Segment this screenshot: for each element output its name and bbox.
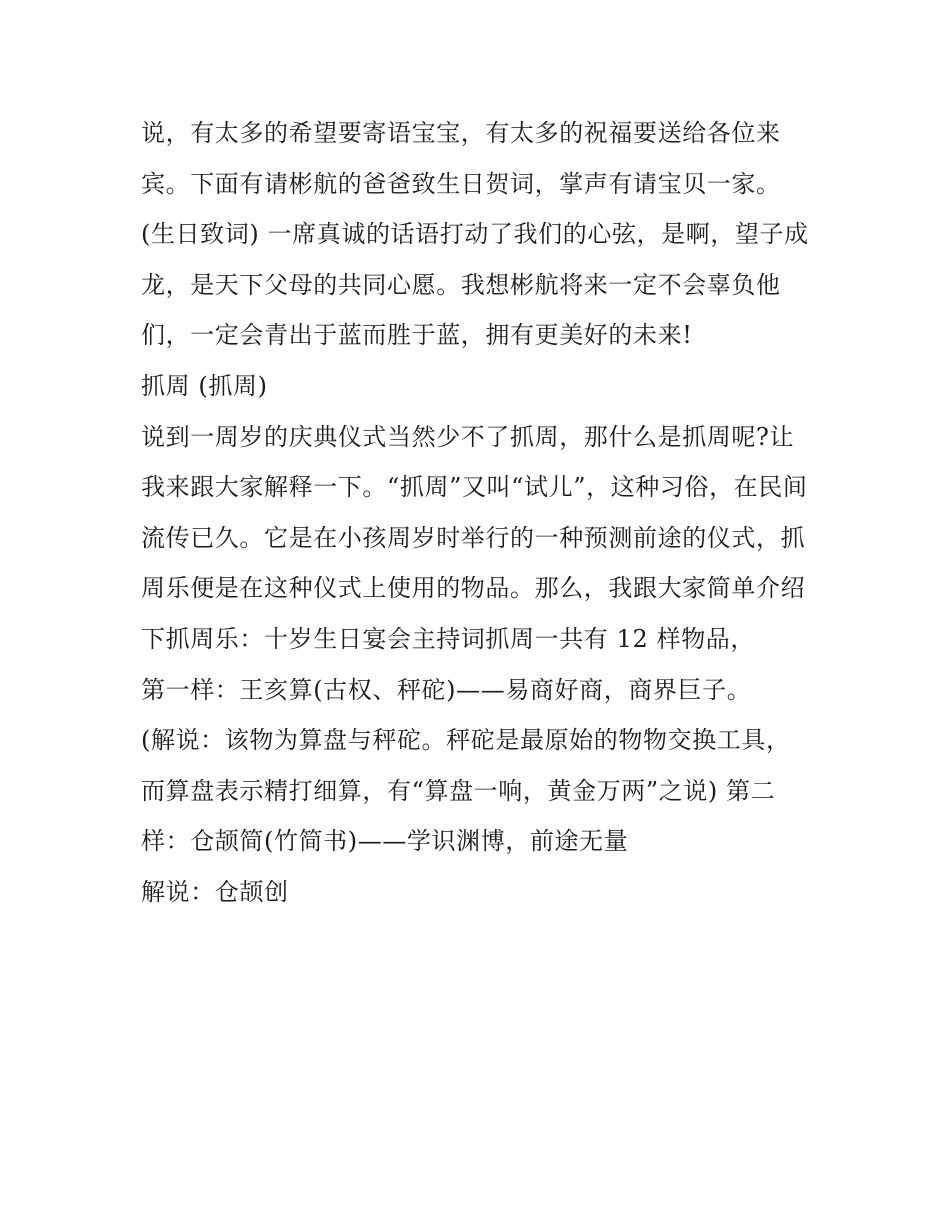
text-line: 龙，是天下父母的共同心愿。我想彬航将来一定不会辜负他 bbox=[141, 270, 781, 299]
text-line: 宾。下面有请彬航的爸爸致生日贺词，掌声有请宝贝一家。 bbox=[141, 169, 781, 198]
section-heading: 抓周 (抓周) bbox=[141, 371, 268, 400]
text-line: 说，有太多的希望要寄语宝宝，有太多的祝福要送给各位来 bbox=[141, 119, 781, 147]
text-line: 而算盘表示精打细算，有“算盘一响，黄金万两”之说) 第二 bbox=[141, 776, 776, 805]
text-line: (解说：该物为算盘与秤砣。秤砣是最原始的物物交换工具， bbox=[141, 726, 791, 755]
text-line: 周乐便是在这种仪式上使用的物品。那么，我跟大家简单介绍 bbox=[141, 574, 806, 603]
text-line: 们，一定会青出于蓝而胜于蓝，拥有更美好的未来! bbox=[141, 321, 693, 350]
text-line: 说到一周岁的庆典仪式当然少不了抓周，那什么是抓周呢?让 bbox=[141, 422, 795, 451]
text-line: 下抓周乐：十岁生日宴会主持词抓周一共有 12 样物品， bbox=[141, 624, 755, 653]
text-line: 流传已久。它是在小孩周岁时举行的一种预测前途的仪式，抓 bbox=[141, 523, 806, 552]
text-line: 样：仓颉简(竹简书)——学识渊博，前途无量 bbox=[141, 827, 629, 856]
text-line: 解说：仓颉创 bbox=[141, 877, 289, 906]
text-line: 第一样：王亥算(古权、秤砣)——易商好商，商界巨子。 bbox=[141, 675, 752, 704]
text-line: 我来跟大家解释一下。“抓周”又叫“试儿”，这种习俗，在民间 bbox=[141, 473, 808, 502]
body-text bbox=[141, 108, 841, 918]
text-line: (生日致词) 一席真诚的话语打动了我们的心弦，是啊，望子成 bbox=[141, 220, 809, 249]
